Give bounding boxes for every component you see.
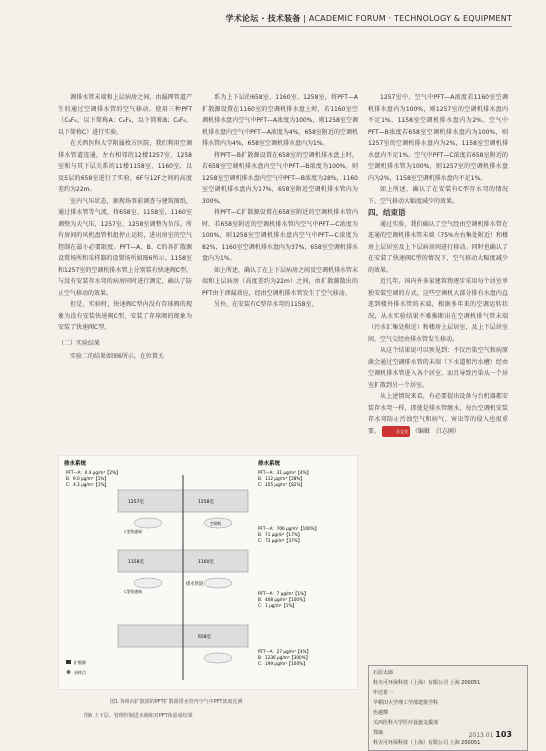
row1-right-values: [258, 469, 311, 488]
paragraph: 从这个结果说可以预见到：不仅污染空气和病原菌会通过空调排水管的末端（下水道和污水槽）经由空调机排水管进入各个居室，而且导致污染从一个居室扩散到另一个居室。: [368, 347, 508, 389]
paragraph: 近几年，国内外多家建筑物逐步采用每个居室单独安装空调的方式，这些空调机大部分排有水盘内直连到楼外排水管的末端，根据多年来的空调运转状况，从水实验结果不难推断出在空调机排气管末端（污水汇集处附近）和楼房上层居室，及上下层居室间，空气交经由排水管发生移动。: [368, 278, 508, 343]
issue-info: 2013.01: [468, 732, 494, 739]
column-3: [368, 92, 508, 437]
paragraph: 1257室中，空气中PFT—A浓度若1160室空调机排水盘内为100%，则1257室的空调机排水盘内不足1%，1158室空调机排水盘内为2%。空气中PFT—B浓度若658室空调机排水盘内为100%，则1257室的空调机排水盘内为2%，1158室空调机排水盘内不足1%。空气中PFT—C浓度若658室附近的空调机排水管为100%，则1257室的空调机排水盘内为2%，1158室空调机排水盘内不足1%。: [368, 94, 508, 182]
author-line: 郑瑜: [373, 730, 384, 736]
value-text: C：73 μg/m³【37%】: [258, 538, 302, 543]
legend-left: 排水系统: [64, 461, 87, 467]
paragraph: 如上所述，确认了在安装有C型存水弯的情况下，空气移动大幅度减少的效果。: [368, 186, 508, 205]
drain-label: 排水管道: [186, 582, 204, 587]
editor-note: （编辑 吕志刚）: [411, 427, 460, 435]
header-section-en: ACADEMIC FORUM · TECHNOLOGY & EQUIPMENT: [308, 14, 512, 23]
paragraph: 室内气压状态，据现场事前调查与建筑图纸，通过排水管等气流，将658室、1158室、1160室调整为大气压，1257室、1258室调整为负压。所有房间的风机盘管机组停止运转，进出房室的空气控制在最小必要限度。PFT—A、B、C的各扩散源设置场所和采样器的设置场所如图6所示。1158室和1257室的空调机排水管上分别装有快速阀C型，与没有安装存水弯的病房同时进行测定，确认了防止空气移动的效果。: [58, 197, 192, 297]
folio: [469, 730, 512, 739]
paragraph: 将PFT—B扩散源设置在658室的空调机排水盘上时，若658室空调机排水盘内空气中PFT—B浓度为100%，则1258室空调机排水盘内空气中PFT—B浓度为28%，1160室空调机排水盘内为17%，658室附近空调机排水管内为300%。: [202, 151, 358, 205]
trap-label: C型快速阀: [124, 529, 142, 534]
author-line: 科夫可环保科技（上海）有限公司 上海 200051: [373, 740, 481, 746]
value-text: PFT—A：0.4 μg/m³【2%】: [66, 470, 121, 475]
figure-caption-2: 图6 上下层、管理控制进水阀和对PFT体验成结果: [84, 713, 193, 719]
paragraph: 系为上下层的658室、1160室、1258室，将PFT—A扩散源设置在1160室的空调机排水盘上时，若1160室空调机排水盘内空气中PFT—A浓度为100%，则1258室空调机排水盘内空气中PFT—A浓度为4%，658室附近的空调机排水管内为4%，658室空调机排水盘内为1%。: [202, 94, 358, 147]
author-line: 早稻田大学理工学部建筑学科: [373, 700, 439, 706]
ac-unit: [134, 518, 162, 528]
author-line: 石原太郎: [373, 670, 394, 676]
value-text: B：71 μg/m³【17%】: [258, 532, 302, 537]
author-line: 申达希一: [373, 690, 394, 696]
page-header: [0, 0, 546, 30]
paragraph: [368, 391, 508, 437]
header-text: 学术论坛 · 技术装备 | ACADEMIC FORUM · TECHNOLOGY & EQUIPMENT: [225, 14, 512, 23]
paragraph: 如上所述，确认了在上下层病房之间及空调机排水管末端和上层病房（高度差约为22m）之间，由扩散源散出的PFT由于泄漏效应，经由空调机排水管发生了空气移动。: [202, 266, 359, 297]
section-heading: 四、结束语: [368, 208, 406, 217]
paragraph: 另外，在安装有C型存水弯的1158室、: [214, 301, 318, 308]
row4-right-values: [258, 648, 311, 667]
paragraph: 实验二的结果如图6所示，在位置关: [70, 353, 164, 360]
ac-label: 空调机: [210, 521, 222, 526]
figure-caption: 图1 各组向扩散源的PFT扩散源排水管内空气中PFT浓度比例: [110, 699, 243, 705]
legend-source: 扩散源: [74, 660, 86, 665]
room-label: 1158室: [128, 560, 144, 565]
paragraph-text: 从上述情况来看，有必要提出设备与台机器都安装存水弯一样，即使是排水管继水，每台空调机安装存水弯防止污浊空气和病气、害虫等的侵入也很重要。: [368, 393, 508, 435]
value-text: B：9.0 μg/m³【1%】: [66, 476, 109, 481]
author-line: 关西医科大学医疗设施支援部: [373, 720, 439, 726]
legend-swatch-source: [66, 660, 71, 664]
value-text: PFT—A：27 μg/m³【4%】: [258, 649, 311, 654]
paragraph: 将PFT—C扩散源设置在658室附近的空调机排水管内时，若658室附近的空调机排水管内空气中PFT—C浓度为100%，则1258室空调机排水盘内空气中PFT—C浓度为82%，1160室空调机排水盘内为37%，658室空调机排水盘内为1%。: [202, 209, 358, 262]
column-2: [202, 92, 358, 311]
ac-unit: [134, 578, 162, 588]
value-text: PFT—A：7 μg/m³【1%】: [258, 591, 309, 596]
author-line: 科夫可环保科技（上海）有限公司 上海 200051: [373, 680, 481, 686]
value-text: C：4.2 μg/m³【1%】: [66, 482, 109, 487]
paragraph: 通过实验，我们确认了空气经由空调机排水管在连通的空调机排水管末端（75%左右集处附近）和楼房上层居室及上下层病房间进行移动。同时也确认了在安装了快速阀C型的情况下，空气移动大幅度减少的效果。: [368, 220, 508, 274]
legend-sampler: 采样点: [74, 670, 86, 675]
column-1: [58, 92, 192, 363]
value-text: PFT—A：706 μg/m³【100%】: [258, 526, 319, 531]
page-number: 103: [495, 730, 512, 739]
end-mark: 全文完: [382, 426, 410, 438]
paragraph: 在关西医科大学附属枚方医院，我们利用空调排水管道连通，左右相邻的12楼1257室、1258室和与其下层关系的11楼1158室、1160室，以及5层的658室进行了实验，6F与12F之间的高度差约为22m。: [58, 140, 192, 193]
room-label: 658室: [198, 635, 212, 640]
author-line: 色越輝: [373, 710, 389, 716]
legend-swatch-sampler: [67, 670, 71, 674]
value-text: C：199 μg/m³【100%】: [258, 661, 308, 666]
paragraph: 但是，实验时，快速阀C型内没有存球阀的现象为没有安装快速阀C型，安装了存球阀的现象为安装了快速阀C型。: [58, 301, 192, 331]
paragraph: 调排水管末端和上层病房之间，由漏网管道产生的通过空调排水管的空气移动。使用三种PFT（C₆F₆，以下简称A；C₆F₆，以下简称B；C₆F₆，以下简称C）进行实验。: [58, 94, 192, 136]
value-text: B：408 μg/m³【100%】: [258, 597, 308, 602]
value-text: PFT—A：31 μg/m³【4%】: [258, 470, 311, 475]
value-text: C：1 μg/m³【1%】: [258, 603, 297, 608]
ac-unit: [204, 653, 232, 663]
trap-label: C型快速阀: [124, 589, 142, 594]
legend-right: 排水系统: [258, 461, 281, 467]
room-label: 1257室: [128, 500, 144, 505]
experiment-diagram: [58, 455, 358, 690]
header-rule: [240, 26, 512, 27]
room-label: 1160室: [198, 560, 214, 565]
header-section-cn: 学术论坛 · 技术装备: [225, 14, 301, 23]
value-text: C：155 μg/m³【82%】: [258, 482, 305, 487]
subsection-heading: （二）实验结果: [58, 339, 101, 347]
value-text: B：112 μg/m³【28%】: [258, 476, 305, 481]
room-label: 1258室: [198, 500, 214, 505]
ac-unit: [204, 578, 232, 588]
value-text: B：1236 μg/m³【300%】: [258, 655, 310, 660]
